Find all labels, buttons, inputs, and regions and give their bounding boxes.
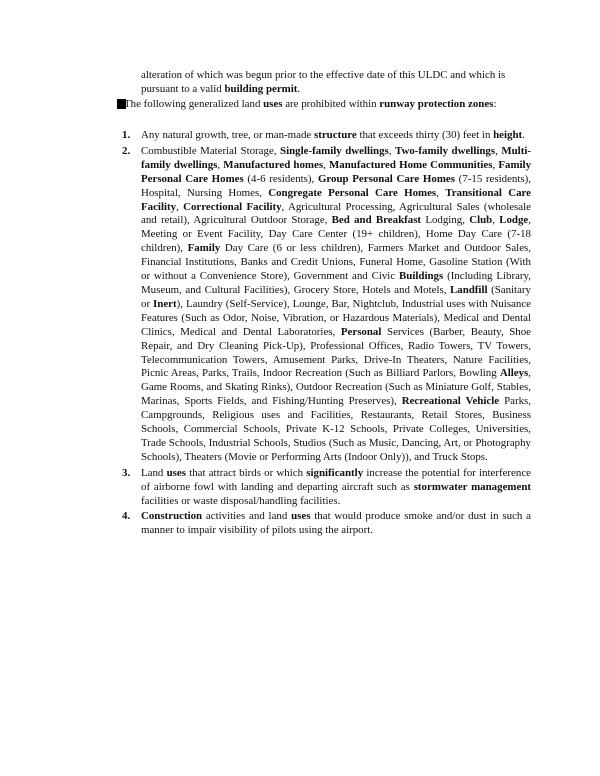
list-item-text: Lodging, bbox=[421, 214, 470, 227]
bold-term: Family bbox=[187, 242, 221, 255]
intro-text: The following generalized land bbox=[124, 98, 264, 110]
intro-text: : bbox=[493, 98, 497, 110]
bold-term: runway protection zones bbox=[379, 98, 494, 110]
bold-term: Club bbox=[469, 214, 493, 227]
list-item-text: , Agricultural Processing, Agricultural Sales (wholesale and retail), Agricultural Outdoor Storage, bbox=[141, 200, 531, 227]
continuation-text: alteration of which was begun prior to the effective date of this ULDC bbox=[141, 69, 448, 81]
bold-term: Manufactured homes bbox=[223, 158, 324, 171]
bold-term: height bbox=[493, 129, 523, 141]
bold-term: Construction bbox=[141, 510, 203, 523]
list-item-text: (4-6 residents), bbox=[243, 172, 318, 185]
list-item bbox=[122, 129, 531, 143]
bold-term: Family Personal Care Homes bbox=[141, 158, 532, 185]
bold-term: Landfill bbox=[449, 283, 488, 296]
list-item-number: 4. bbox=[122, 510, 131, 523]
list-item-text: , bbox=[388, 144, 396, 157]
list-item-text: activities and land bbox=[202, 510, 292, 523]
list-item-text: that exceeds thirty (30) feet in bbox=[356, 129, 494, 141]
list-item-text: that would produce smoke and/or dust in such a manner to impair visibility of pilots using the airport. bbox=[141, 510, 531, 537]
list-item-text: , bbox=[176, 200, 184, 213]
bold-term: Congregate Personal Care Homes bbox=[268, 186, 437, 199]
bold-term: uses bbox=[291, 510, 311, 523]
list-item-text: that attract birds or which bbox=[185, 466, 307, 479]
list-item-text: increase the potential for interference of airborne fowl with landing and departing aircraft such as bbox=[141, 466, 531, 493]
list-item-text: Day Care (6 or less children), Farmers Market and Outdoor Sales, Financial Institutions, Banks and Credit Unions, Funeral Home, Gasoline Station (With or without a Convenience Store), Government and Civic bbox=[141, 242, 531, 283]
list-item-text: Parks, Campgrounds, Religious uses and Facilities, Restaurants, Retail Stores, Business Schools, Commercial Schools, Private K-12 Schools, Private Colleges, Universities, Trade Schools, Industrial Schools, Studios (Such as Music, Dancing, Art, or Photography Schools), Theaters (Movie or Performing Arts (Indoor Only)), and Truck Stops. bbox=[141, 395, 531, 463]
list-item bbox=[122, 144, 532, 465]
list-item-text: (Including Library, Museum, and Cultural Facilities), Grocery Store, Hotels and Motels, bbox=[141, 270, 531, 296]
list-item-number: 2. bbox=[122, 144, 131, 157]
bold-term: uses bbox=[166, 466, 186, 479]
intro-text: are prohibited within bbox=[282, 98, 380, 110]
list-item-text: Services (Barber, Beauty, Shoe Repair, and Dry Cleaning Pick-Up), Professional Offices, Radio Towers, TV Towers, Telecommunication Towers, Amusement Parks, Drive-In Theaters, Nature Facilities, Picnic Areas, Parks, Trails, Indoor Recreation (Such as Billiard Parlors, Bowling bbox=[141, 325, 531, 380]
prohibited-uses-list bbox=[122, 129, 532, 540]
bold-term: uses bbox=[263, 98, 283, 110]
list-item-number: 1. bbox=[122, 129, 131, 141]
bold-term: Recreational Vehicle bbox=[401, 395, 500, 408]
list-item-text: (Sanitary or bbox=[141, 283, 531, 310]
bold-term: significantly bbox=[306, 466, 364, 479]
list-item-text: , bbox=[492, 214, 500, 227]
list-item-text: , bbox=[495, 144, 502, 157]
bold-term: Group Personal Care Homes bbox=[317, 172, 455, 185]
bold-term: Manufactured Home Communities bbox=[328, 158, 493, 171]
list-item-text: . bbox=[522, 129, 525, 141]
list-item-text: , bbox=[323, 158, 329, 171]
list-item bbox=[122, 466, 531, 509]
list-item-text: ), Laundry (Self-Service), Lounge, Bar, Nightclub, Industrial uses with Nuisance Features (Such as Odor, Noise, Vibration, or Hazardous Materials), Medical and Dental Clinics, Medical and Dental Laboratories, bbox=[141, 297, 531, 338]
bold-term: Multi-family dwellings bbox=[141, 144, 531, 171]
bold-term: Alleys bbox=[499, 367, 529, 380]
bold-term: Lodge bbox=[499, 214, 529, 227]
intro-paragraph bbox=[124, 98, 531, 112]
bold-term: Single-family dwellings bbox=[280, 144, 389, 157]
bold-term: Bed and Breakfast bbox=[331, 214, 422, 227]
bold-term: Personal bbox=[340, 325, 382, 338]
bold-term: Transitional Care Facility bbox=[141, 186, 532, 213]
list-item-text: , bbox=[492, 158, 499, 171]
continuation-text: . bbox=[297, 82, 301, 95]
list-item-text: , Meeting or Event Facility, Day Care Center (19+ children), Home Day Care (7-18 children), bbox=[141, 214, 531, 255]
bold-term: Inert bbox=[153, 297, 177, 310]
bold-term: Buildings bbox=[399, 270, 444, 283]
list-item-text: facilities or waste disposal/handling facilities. bbox=[141, 494, 341, 507]
bold-term: Correctional Facility bbox=[183, 200, 282, 213]
list-item-number: 3. bbox=[122, 466, 131, 479]
list-item-text: Land bbox=[141, 466, 167, 479]
list-item-text: Any natural growth, tree, or man-made bbox=[141, 129, 314, 141]
continuation-paragraph bbox=[141, 69, 531, 97]
continuation-text: and which is pursuant to a valid bbox=[141, 69, 506, 95]
list-item-text: (7-15 residents), Hospital, Nursing Homes, bbox=[141, 172, 531, 199]
bold-term: building permit bbox=[224, 82, 298, 95]
list-item-text: Combustible Material Storage, bbox=[141, 144, 281, 157]
bold-term: Two-family dwellings bbox=[395, 144, 496, 157]
bold-term: stormwater management bbox=[413, 480, 531, 493]
list-item-text: , Game Rooms, and Skating Rinks), Outdoor Recreation (Such as Miniature Golf, Stables, Marinas, Sports Fields, and Fishing/Hunting Preserves), bbox=[141, 367, 531, 408]
list-item-text: , bbox=[436, 186, 446, 199]
list-item bbox=[122, 510, 531, 538]
list-item-text: , bbox=[217, 158, 224, 171]
bold-term: structure bbox=[313, 129, 357, 141]
